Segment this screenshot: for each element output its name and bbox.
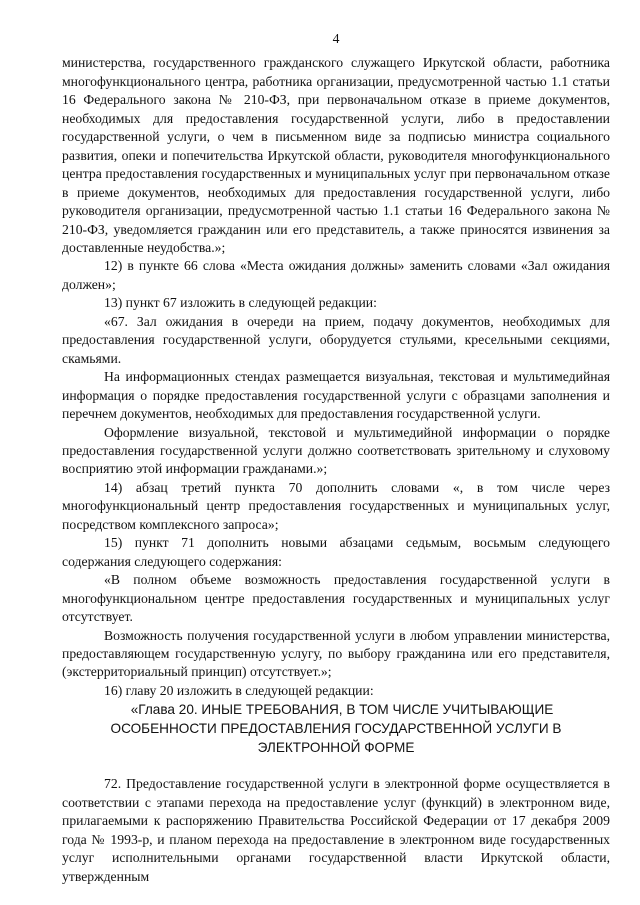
paragraph-point-67: «67. Зал ожидания в очереди на прием, подачу документов, необходимых для предоставления государственной услуги, оборудуется стульями, кресельными секциями, скамьями. bbox=[62, 313, 610, 366]
paragraph-item-13: 13) пункт 67 изложить в следующей редакции: bbox=[104, 295, 377, 311]
chapter-heading-line-1: «Глава 20. ИНЫЕ ТРЕБОВАНИЯ, В ТОМ ЧИСЛЕ УЧИТЫВАЮЩИЕ bbox=[130, 702, 554, 718]
paragraph-continuation: министерства, государственного гражданского служащего Иркутской области, работника многофункционального центра, работника организации, предусмотренной частью 1.1 статьи 16 Федерального закона № 210-ФЗ, при первоначальном отказе в приеме документов, необходимых для предоставления государственной услуги, либо в предоставлении государственной услуги, о чем в письменном виде за подписью министра социального развития, опеки и попечительства Иркутской области, руководителя многофункционального центра предоставления государственных и муниципальных услуг при первоначальном отказе в приеме документов, необходимых для предоставления государственной услуги, либо руководителя организации, предусмотренной частью 1.1 статьи 16 Федерального закона № 210-ФЗ, уведомляется гражданин или его представитель, а также приносятся извинения за доставленные неудобства.»; bbox=[62, 55, 610, 255]
chapter-heading-line-3: ЭЛЕКТРОННОЙ ФОРМЕ bbox=[257, 740, 415, 756]
chapter-heading-line-2: ОСОБЕННОСТИ ПРЕДОСТАВЛЕНИЯ ГОСУДАРСТВЕННОЙ УСЛУГИ В bbox=[110, 721, 562, 737]
paragraph-point-72: 72. Предоставление государственной услуги в электронной форме осуществляется в соответствии с этапами перехода на предоставление услуг (функций) в электронном виде, прилагаемыми к распоряжению Правительства Российской Федерации от 17 декабря 2009 года № 1993-р, и планом перехода на предоставление в электронном виде государственных услуг исполнительными органами государственной власти Иркутской области, утвержденным bbox=[62, 776, 610, 884]
paragraph-item-16: 16) главу 20 изложить в следующей редакции: bbox=[104, 682, 374, 698]
paragraph-item-12: 12) в пункте 66 слова «Места ожидания должны» заменить словами «Зал ожидания должен»; bbox=[62, 258, 610, 292]
page-number: 4 bbox=[332, 31, 340, 46]
chapter-heading bbox=[62, 700, 610, 757]
paragraph-item-14: 14) абзац третий пункта 70 дополнить словами «, в том числе через многофункциональный центр предоставления государственных и муниципальных услуг, посредством комплексного запроса»; bbox=[62, 479, 610, 532]
paragraph-item-15: 15) пункт 71 дополнить новыми абзацами седьмым, восьмым следующего содержания следующего содержания: bbox=[62, 535, 610, 569]
paragraph-info-stands: На информационных стендах размещается визуальная, текстовая и мультимедийная информация о порядке предоставления государственной услуги с образцами заполнения и перечнем документов, необходимых для предоставления государственной услуги. bbox=[62, 369, 610, 422]
paragraph-full-scope: «В полном объеме возможность предоставления государственной услуги в многофункциональном центре предоставления государственных и муниципальных услуг отсутствует. bbox=[62, 572, 610, 625]
paragraph-info-design: Оформление визуальной, текстовой и мультимедийной информации о порядке предоставления государственной услуги должно соответствовать зрительному и слуховому восприятию этой информации гражданами.»; bbox=[62, 424, 610, 477]
paragraph-extraterritorial: Возможность получения государственной услуги в любом управлении министерства, предоставляющем государственную услугу, по выбору гражданина или его представителя, (экстерриториальный принцип) отсутствует.»; bbox=[62, 627, 610, 680]
